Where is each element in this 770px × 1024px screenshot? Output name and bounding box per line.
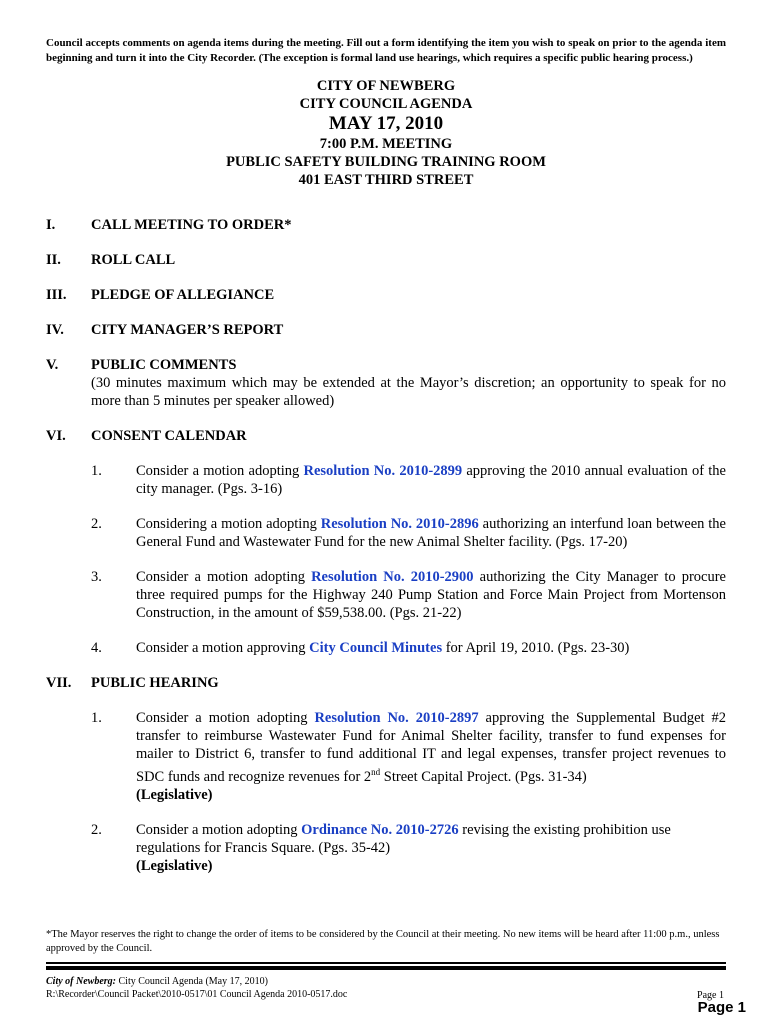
agenda-sections (46, 216, 726, 875)
resolution-2896-link[interactable]: Resolution No. 2010-2896 (320, 516, 479, 532)
agenda-title: CITY COUNCIL AGENDA (299, 96, 473, 112)
item-text: authorizing an interfund loan between the General Fund and Wastewater Fund for the new Animal Shelter facility. (Pgs. 17-20) (136, 516, 726, 550)
meeting-time: 7:00 P.M. MEETING (319, 136, 453, 152)
footer-divider (46, 962, 726, 964)
resolution-2897-link[interactable]: Resolution No. 2010-2897 (314, 710, 479, 726)
item-number: 2. (91, 821, 102, 838)
item-text: Consider a motion adopting (136, 463, 304, 479)
section-number: I. (46, 217, 56, 233)
section-number: II. (46, 252, 61, 268)
section-title: ROLL CALL (91, 252, 176, 268)
superscript: nd (371, 767, 381, 777)
section-title: CONSENT CALENDAR (91, 428, 247, 444)
meeting-date: MAY 17, 2010 (328, 113, 444, 134)
section-roll-call (46, 251, 726, 269)
section-public-comments (46, 356, 726, 410)
meeting-address: 401 EAST THIRD STREET (298, 172, 474, 188)
section-number: VI. (46, 428, 66, 444)
section-title: CALL MEETING TO ORDER* (91, 217, 292, 233)
list-item (46, 639, 726, 657)
meeting-location: PUBLIC SAFETY BUILDING TRAINING ROOM (226, 154, 546, 170)
list-item (46, 821, 726, 875)
item-number: 2. (91, 516, 102, 532)
section-pledge (46, 286, 726, 304)
section-call-to-order (46, 216, 726, 234)
footer-file-path: R:\Recorder\Council Packet\2010-0517\01 Council Agenda 2010-0517.doc (46, 988, 348, 1000)
section-description: (30 minutes maximum which may be extended at the Mayor’s discretion; an opportunity to speak for no more than 5 minutes per speaker allowed) (91, 375, 726, 409)
list-item (46, 462, 726, 498)
section-consent-calendar (46, 427, 726, 657)
section-number: IV. (46, 322, 64, 338)
item-text: for April 19, 2010. (Pgs. 23-30) (442, 640, 630, 656)
item-text: approving the Supplemental Budget #2 transfer to reimburse Wastewater Fund for Animal Shelter facility, transfer to fund expenses for mailer to District 6, transfer to fund additional IT and legal expenses, transfer project revenues to SDC funds and recognize revenues for 2 (136, 710, 726, 785)
comment-notice: Council accepts comments on agenda items during the meeting. Fill out a form identifying the item you wish to speak on prior to the agenda item beginning and turn it into the City Recorder. (The exception is formal land use hearings, which requires a specific public hearing process.) (46, 37, 726, 64)
footnote: *The Mayor reserves the right to change the order of items to be considered by the Council at their meeting. No new items will be heard after 11:00 p.m., unless approved by the Council. (46, 929, 720, 954)
ordinance-2726-link[interactable]: Ordinance No. 2010-2726 (301, 821, 459, 838)
item-text: approving the 2010 annual evaluation of the city manager. (Pgs. 3-16) (136, 463, 726, 497)
page-number-label: Page 1 (697, 999, 746, 1016)
legislative-note: (Legislative) (136, 786, 213, 803)
section-number: III. (46, 287, 67, 303)
footer-divider-thick (46, 966, 726, 970)
item-text: Consider a motion adopting (136, 710, 315, 726)
section-title: CITY MANAGER’S REPORT (91, 322, 284, 338)
section-number: V. (46, 357, 59, 373)
item-text: revising the existing prohibition use regulations for Francis Square. (Pgs. 35-42) (136, 821, 671, 856)
section-number: VII. (46, 675, 72, 691)
item-text: Street Capital Project. (Pgs. 31-34) (380, 768, 587, 785)
agenda-header (46, 77, 726, 189)
section-title: PUBLIC HEARING (91, 675, 219, 691)
item-number: 1. (91, 463, 102, 479)
resolution-2899-link[interactable]: Resolution No. 2010-2899 (303, 463, 463, 479)
item-text: authorizing the City Manager to procure three required pumps for the Highway 240 Pump Station and Force Main Project from Mortenson Construction, in the amount of $59,538.00. (Pgs. 21-22) (136, 569, 726, 621)
resolution-2900-link[interactable]: Resolution No. 2010-2900 (311, 569, 474, 585)
hearing-items (46, 709, 726, 875)
consent-items (46, 462, 726, 657)
item-number: 1. (91, 710, 102, 726)
item-text: Consider a motion adopting (136, 821, 302, 838)
item-text: Consider a motion adopting (136, 569, 312, 585)
document-footer (46, 976, 726, 1001)
legislative-note: (Legislative) (136, 857, 213, 874)
list-item (46, 568, 726, 622)
footer-city-label: City of Newberg: (46, 976, 116, 987)
footer-doc-title: City Council Agenda (May 17, 2010) (116, 976, 268, 987)
agenda-page (46, 36, 726, 892)
section-title: PLEDGE OF ALLEGIANCE (91, 287, 275, 303)
city-name: CITY OF NEWBERG (316, 78, 456, 94)
section-title: PUBLIC COMMENTS (91, 357, 237, 373)
item-text: Consider a motion approving (136, 640, 310, 656)
council-minutes-link[interactable]: City Council Minutes (309, 640, 443, 656)
item-number: 3. (91, 569, 102, 585)
section-city-manager-report (46, 321, 726, 339)
footer-page-number: Page 1 (697, 990, 724, 1001)
list-item (46, 709, 726, 804)
item-text: Considering a motion adopting (136, 516, 321, 532)
list-item (46, 515, 726, 551)
section-public-hearing (46, 674, 726, 875)
item-number: 4. (91, 640, 102, 656)
